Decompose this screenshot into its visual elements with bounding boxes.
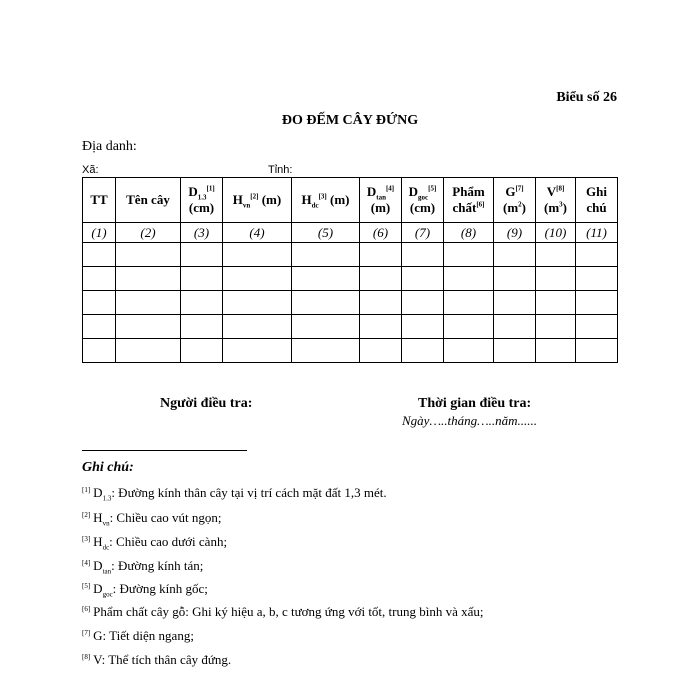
table-cell <box>576 315 618 339</box>
table-cell <box>292 315 360 339</box>
table-cell <box>181 291 223 315</box>
table-cell <box>181 243 223 267</box>
survey-time-label: Thời gian điều tra: <box>418 396 532 411</box>
table-cell <box>181 315 223 339</box>
header-quality: Phẩm chất[6] <box>444 178 494 223</box>
table-row <box>83 291 618 315</box>
table-cell <box>360 267 402 291</box>
investigator-label: Người điều tra: <box>160 396 253 411</box>
notes-heading: Ghi chú: <box>82 460 134 475</box>
table-cell <box>181 339 223 363</box>
table-cell <box>83 267 116 291</box>
footnote-2: [2] $H_{vn}$: Chiều cao vút ngọn; <box>82 510 222 528</box>
header-hvn: $H_{vn}[2]$ (m) <box>223 178 292 223</box>
table-cell <box>223 291 292 315</box>
table-cell <box>402 315 444 339</box>
table-cell <box>223 243 292 267</box>
table-cell <box>402 267 444 291</box>
footnote-7: [7] G: Tiết diện ngang; <box>82 628 194 643</box>
table-cell <box>223 267 292 291</box>
table-cell <box>360 315 402 339</box>
place-label: Địa danh: <box>82 139 137 154</box>
header-note: Ghi chú <box>576 178 618 223</box>
index-cell: (1) <box>83 223 116 243</box>
table-cell <box>116 339 181 363</box>
table-cell <box>536 291 576 315</box>
header-tree-name: Tên cây <box>116 178 181 223</box>
table-cell <box>402 339 444 363</box>
table-cell <box>494 339 536 363</box>
header-tt: TT <box>83 178 116 223</box>
table-cell <box>223 315 292 339</box>
footnote-8: [8] V: Thể tích thân cây đứng. <box>82 652 232 667</box>
header-row <box>83 178 618 223</box>
document-title: ĐO ĐẾM CÂY ĐỨNG <box>281 113 419 128</box>
table-row <box>83 267 618 291</box>
table-cell <box>536 267 576 291</box>
footnote-6: [6] Phẩm chất cây gỗ: Ghi ký hiệu a, b, c tương ứng với tốt, trung bình và xấu; <box>82 604 484 619</box>
header-g: G[7] $(m^2)$ <box>494 178 536 223</box>
table-cell <box>444 267 494 291</box>
notes-divider <box>82 450 247 451</box>
index-cell: (10) <box>536 223 576 243</box>
table-cell <box>494 315 536 339</box>
table-cell <box>576 267 618 291</box>
table-cell <box>83 315 116 339</box>
index-cell: (3) <box>181 223 223 243</box>
index-cell: (11) <box>576 223 618 243</box>
date-line: Ngày…..tháng…..năm...... <box>402 413 538 428</box>
table-cell <box>116 315 181 339</box>
index-cell: (8) <box>444 223 494 243</box>
table-cell <box>360 243 402 267</box>
index-cell: (4) <box>223 223 292 243</box>
form-number: Biểu số 26 <box>556 90 617 105</box>
index-cell: (7) <box>402 223 444 243</box>
footnote-1: [1] $D_{1.3}$: Đường kính thân cây tại vị trí cách mặt đất 1,3 mét. <box>82 485 387 503</box>
table-cell <box>116 267 181 291</box>
table-cell <box>360 291 402 315</box>
table-cell <box>494 243 536 267</box>
table-row <box>83 339 618 363</box>
header-v: V[8] $(m^3)$ <box>536 178 576 223</box>
table-cell <box>494 291 536 315</box>
table-cell <box>83 291 116 315</box>
table-cell <box>576 243 618 267</box>
table-cell <box>576 339 618 363</box>
commune-label: Xã: <box>82 164 99 176</box>
table-cell <box>116 243 181 267</box>
table-cell <box>576 291 618 315</box>
table-cell <box>292 243 360 267</box>
index-cell: (6) <box>360 223 402 243</box>
table-cell <box>83 339 116 363</box>
index-cell: (2) <box>116 223 181 243</box>
table-cell <box>292 267 360 291</box>
table-cell <box>181 267 223 291</box>
table-cell <box>444 339 494 363</box>
province-label: Tỉnh: <box>268 164 293 176</box>
table-cell <box>292 339 360 363</box>
table-cell <box>536 243 576 267</box>
index-cell: (5) <box>292 223 360 243</box>
table-cell <box>444 315 494 339</box>
table-cell <box>402 291 444 315</box>
index-row <box>83 223 618 243</box>
footnote-3: [3] $H_{dc}$: Chiều cao dưới cành; <box>82 534 228 552</box>
header-dgoc: $D_{goc}[5]$ (cm) <box>402 178 444 223</box>
table-row <box>83 243 618 267</box>
table-cell <box>360 339 402 363</box>
table-cell <box>536 339 576 363</box>
table-cell <box>223 339 292 363</box>
header-hdc: $H_{dc}[3]$ (m) <box>292 178 360 223</box>
table-cell <box>292 291 360 315</box>
table-cell <box>444 291 494 315</box>
table-cell <box>494 267 536 291</box>
header-dtan: $D_{tan}[4]$ (m) <box>360 178 402 223</box>
tree-measurement-table <box>82 177 618 363</box>
header-d13: $D_{1.3}[1]$ (cm) <box>181 178 223 223</box>
table-cell <box>116 291 181 315</box>
table-cell <box>536 315 576 339</box>
footnote-5: [5] $D_{goc}$: Đường kính gốc; <box>82 581 208 599</box>
table-cell <box>402 243 444 267</box>
footnote-4: [4] $D_{tan}$: Đường kính tán; <box>82 558 204 576</box>
table-cell <box>83 243 116 267</box>
table-cell <box>444 243 494 267</box>
table-row <box>83 315 618 339</box>
index-cell: (9) <box>494 223 536 243</box>
